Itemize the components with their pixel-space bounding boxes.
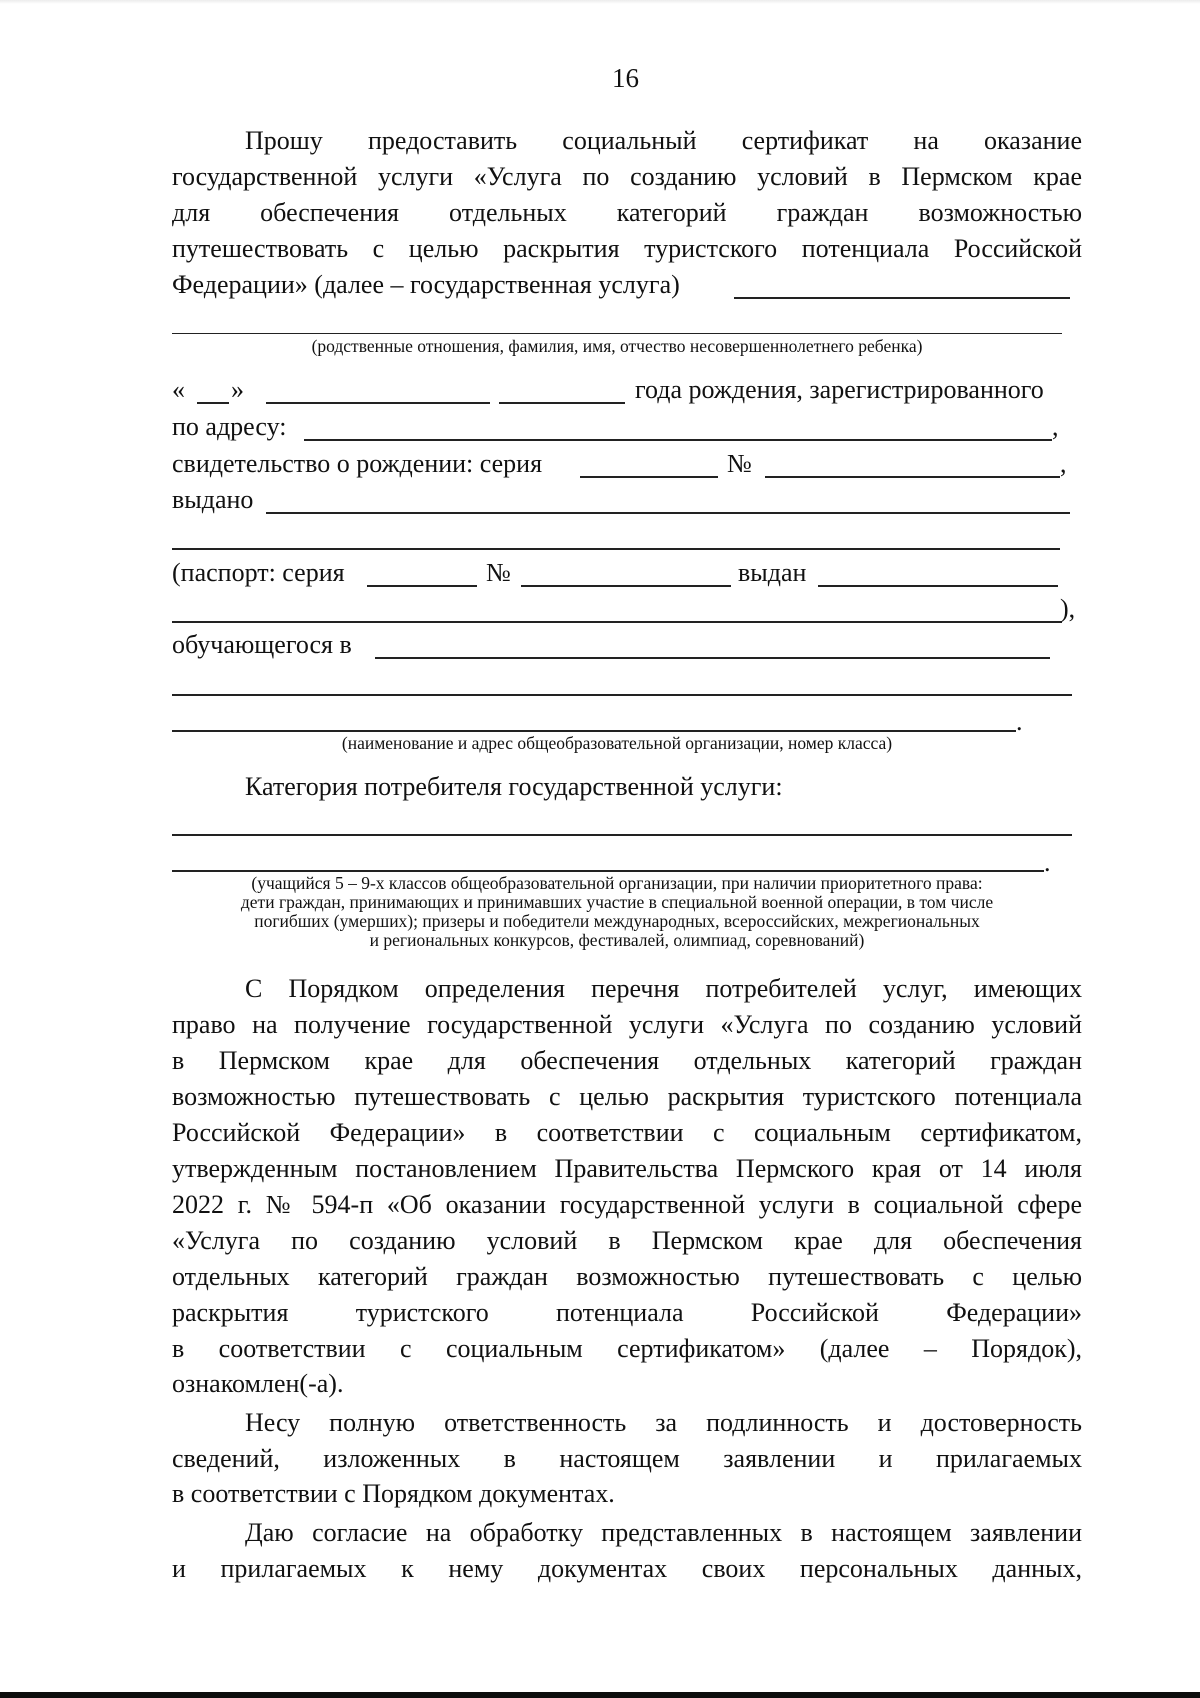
- order-line-4: возможностью путешествовать с целью раскрытия туристского потенциала: [172, 1082, 1082, 1111]
- school-field-line-2[interactable]: [172, 694, 1072, 696]
- responsibility-line-1: Несу полную ответственность за подлинность и достоверность: [245, 1408, 1082, 1437]
- passport-number-sign: №: [486, 558, 511, 587]
- passport-issued-field-line[interactable]: [818, 585, 1058, 587]
- caption-category-line-4: и региональных конкурсов, фестивалей, олимпиад, соревнований): [369, 930, 865, 950]
- passport-number-field-line[interactable]: [521, 585, 731, 587]
- category-field-line-2[interactable]: [172, 870, 1044, 872]
- issued-field-line[interactable]: [266, 512, 1070, 514]
- category-period: .: [1044, 848, 1051, 877]
- scan-top-edge: [0, 0, 1200, 4]
- order-line-8: «Услуга по созданию условий в Пермском крае для обеспечения: [172, 1226, 1082, 1255]
- intro-line-5: Федерации» (далее – государственная услуга): [172, 270, 680, 299]
- child-name-field-line[interactable]: [172, 333, 1062, 334]
- intro-line-2: государственной услуги «Услуга по созданию условий в Пермском крае: [172, 162, 1082, 191]
- order-line-6: утвержденным постановлением Правительства Пермского края от 14 июля: [172, 1154, 1082, 1183]
- birth-cert-comma: ,: [1060, 449, 1067, 478]
- intro-line-3: для обеспечения отдельных категорий граждан возможностью: [172, 198, 1082, 227]
- birth-year-field-line[interactable]: [499, 402, 625, 404]
- passport-series-field-line[interactable]: [367, 585, 477, 587]
- caption-school: (наименование и адрес общеобразовательной организации, номер класса): [341, 733, 893, 753]
- consent-line-1: Даю согласие на обработку представленных в настоящем заявлении: [245, 1518, 1082, 1547]
- order-line-10: раскрытия туристского потенциала Российской Федерации»: [172, 1298, 1082, 1327]
- caption-relation: (родственные отношения, фамилия, имя, отчество несовершеннолетнего ребенка): [311, 336, 923, 356]
- consent-line-2: и прилагаемых к нему документах своих персональных данных,: [172, 1554, 1082, 1583]
- intro-line-1: Прошу предоставить социальный сертификат на оказание: [245, 126, 1082, 155]
- order-line-12: ознакомлен(-а).: [172, 1369, 344, 1398]
- passport-issued-label: выдан: [738, 558, 807, 587]
- school-period: .: [1016, 707, 1023, 736]
- issued-field-line-2[interactable]: [172, 548, 1060, 550]
- order-line-2: право на получение государственной услуги «Услуга по созданию условий: [172, 1010, 1082, 1039]
- page-number: 16: [612, 63, 639, 93]
- birth-day-field-line[interactable]: [197, 402, 229, 404]
- scan-bottom-edge: [0, 1692, 1200, 1698]
- birth-cert-number-field-line[interactable]: [765, 476, 1060, 478]
- birth-year-label: года рождения, зарегистрированного: [635, 375, 1044, 404]
- category-field-line[interactable]: [172, 834, 1072, 836]
- caption-category-line-1: (учащийся 5 – 9-х классов общеобразовательной организации, при наличии приоритетного права:: [251, 873, 983, 893]
- order-line-9: отдельных категорий граждан возможностью путешествовать с целью: [172, 1262, 1082, 1291]
- order-line-1: С Порядком определения перечня потребителей услуг, имеющих: [245, 974, 1082, 1003]
- responsibility-line-2: сведений, изложенных в настоящем заявлении и прилагаемых: [172, 1444, 1082, 1473]
- quote-open: «: [172, 375, 185, 404]
- birth-month-field-line[interactable]: [266, 402, 490, 404]
- order-line-7: 2022 г. № 594-п «Об оказании государственной услуги в социальной сфере: [172, 1190, 1082, 1219]
- passport-issued-field-line-2[interactable]: [172, 621, 1062, 623]
- responsibility-line-3: в соответствии с Порядком документах.: [172, 1479, 615, 1508]
- school-field-line[interactable]: [375, 657, 1050, 659]
- order-line-11: в соответствии с социальным сертификатом» (далее – Порядок),: [172, 1334, 1082, 1363]
- issued-label: выдано: [172, 485, 254, 514]
- birth-cert-number-sign: №: [727, 449, 752, 478]
- order-line-5: Российской Федерации» в соответствии с социальным сертификатом,: [172, 1118, 1082, 1147]
- order-line-3: в Пермском крае для обеспечения отдельных категорий граждан: [172, 1046, 1082, 1075]
- address-field-line[interactable]: [304, 439, 1052, 441]
- category-label: Категория потребителя государственной услуги:: [245, 772, 783, 801]
- passport-close-paren: ),: [1060, 594, 1076, 623]
- service-recipient-field-line[interactable]: [734, 297, 1070, 299]
- quote-close: »: [231, 375, 244, 404]
- caption-category-line-3: погибших (умерших); призеры и победители международных, всероссийских, межрегиональных: [254, 911, 980, 931]
- birth-cert-label: свидетельство о рождении: серия: [172, 449, 543, 478]
- address-label: по адресу:: [172, 412, 287, 441]
- address-comma: ,: [1052, 412, 1059, 441]
- passport-label: (паспорт: серия: [172, 558, 345, 587]
- birth-cert-series-field-line[interactable]: [580, 476, 718, 478]
- caption-category-line-2: дети граждан, принимающих и принимавших участие в специальной военной операции, в том числе: [240, 892, 994, 912]
- studying-label: обучающегося в: [172, 630, 352, 659]
- school-field-line-3[interactable]: [172, 730, 1016, 732]
- intro-line-4: путешествовать с целью раскрытия туристского потенциала Российской: [172, 234, 1082, 263]
